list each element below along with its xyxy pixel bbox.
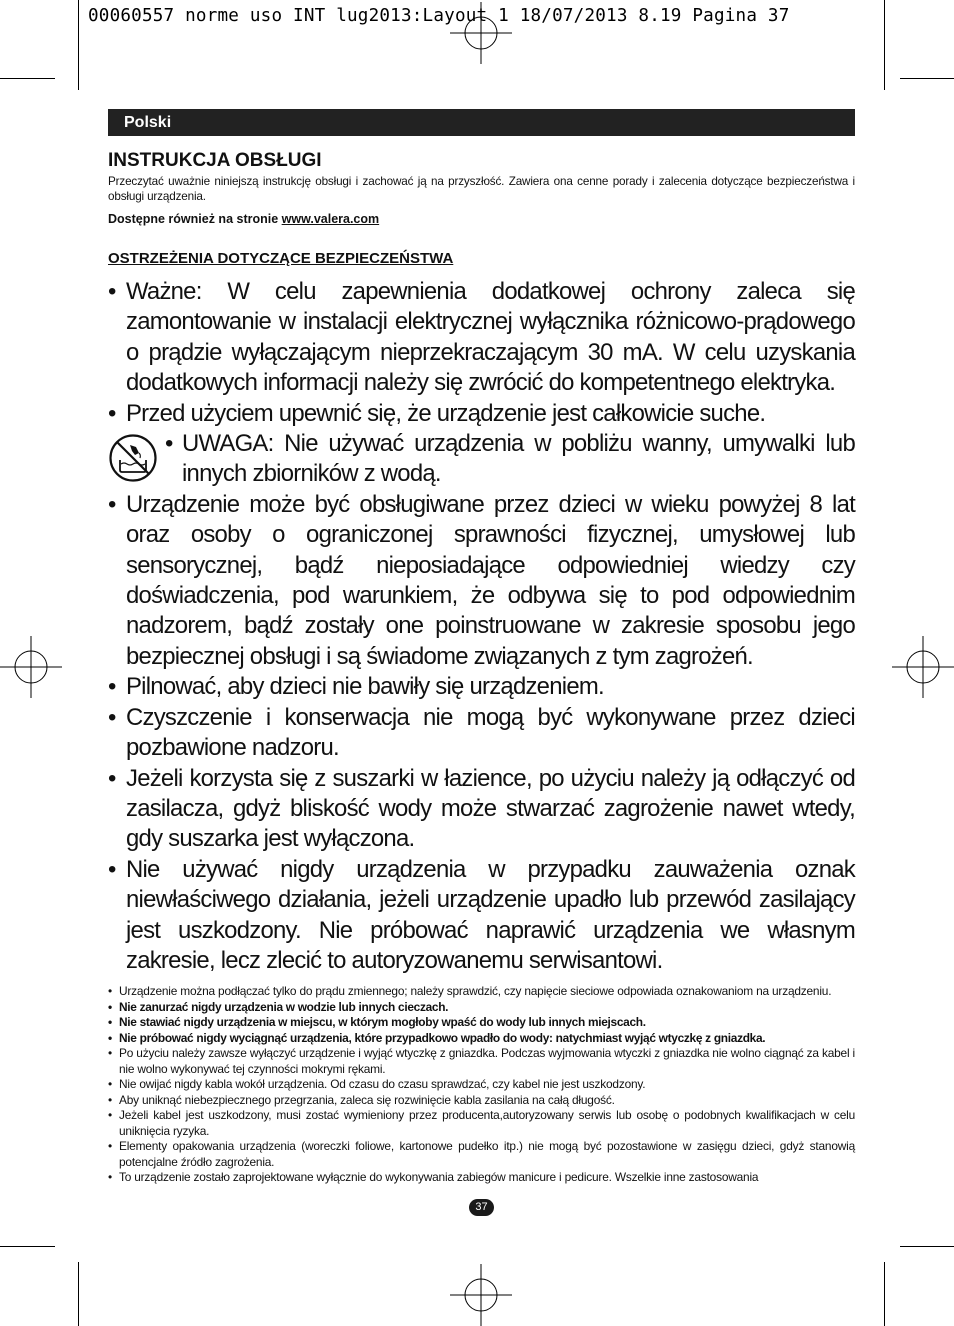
crop-mark	[884, 0, 885, 90]
list-item: • Aby uniknąć niebezpiecznego przegrzania, zaleca się rozwinięcie kabla zasilania na całą długość.	[108, 1093, 855, 1109]
page-title: INSTRUKCJA OBSŁUGI	[108, 150, 322, 171]
warning-item: • Pilnować, aby dzieci nie bawiły się urządzeniem.	[108, 672, 855, 702]
warning-item: • Czyszczenie i konserwacja nie mogą być wykonywane przez dzieci pozbawione nadzoru.	[108, 703, 855, 764]
page-number: 37	[469, 1199, 494, 1216]
list-item: • To urządzenie zostało zaprojektowane wyłącznie do wykonywania zabiegów manicure i pedicure. Wszelkie inne zastosowania	[108, 1170, 855, 1186]
warning-item: • Nie używać nigdy urządzenia w przypadku zauważenia oznak niewłaściwego działania, jeżeli urządzenie upadło lub przewód zasilający jest uszkodzony. Nie próbować naprawić urządzenia we własnym zakresie, lecz zlecić to autoryzowanemu serwisantowi.	[108, 855, 855, 977]
list-item: • Nie próbować nigdy wyciągnąć urządzenia, które przypadkowo wpadło do wody: natychmiast wyjąć wtyczkę z gniazdka.	[108, 1031, 855, 1047]
website-link[interactable]: www.valera.com	[281, 212, 380, 226]
registration-mark-icon	[450, 1264, 512, 1326]
warning-text: UWAGA: Nie używać urządzenia w pobliżu wanny, umywalki lub innych zbiorników z wodą.	[182, 430, 855, 488]
list-item: • Nie zanurzać nigdy urządzenia w wodzie lub innych cieczach.	[108, 1000, 855, 1016]
crop-mark	[0, 78, 55, 79]
crop-mark	[900, 1246, 954, 1247]
list-item: • Nie owijać nigdy kabla wokół urządzenia. Od czasu do czasu sprawdzać, czy kabel nie jest uszkodzony.	[108, 1077, 855, 1093]
crop-mark	[0, 1246, 55, 1247]
warning-item: • Ważne: W celu zapewnienia dodatkowej ochrony zaleca się zamontowanie w instalacji elektrycznej wyłącznika różnicowo-prądowego o prądzie wyłączającym nieprzekraczającym 30 mA. W celu uzyskania dodatkowych informacji należy się zwrócić do kompetentnego elektryka.	[108, 277, 855, 399]
list-item: • Elementy opakowania urządzenia (woreczki foliowe, kartonowe pudełko itp.) nie mogą być pozostawione w zasięgu dzieci, gdyż stanowią potencjalne źródło zagrożenia.	[108, 1139, 855, 1170]
intro-text: Przeczytać uważnie niniejszą instrukcję obsługi i zachować ją na przyszłość. Zawiera ona cenne porady i zalecenia dotyczące bezpieczeństwa i obsługi urządzenia.	[108, 175, 855, 203]
crop-mark	[884, 1262, 885, 1326]
safety-warnings-list	[108, 277, 855, 976]
print-slug: 00060557 norme uso INT lug2013:Layout 1 18/07/2013 8.19 Pagina 37	[88, 6, 790, 26]
list-item: • Po użyciu należy zawsze wyłączyć urządzenie i wyjąć wtyczkę z gniazdka. Podczas wyjmowania wtyczki z gniazdka nie wolno ciągnąć za kabel i nie wolno wykonywać tej czynności mokrymi rękami.	[108, 1046, 855, 1077]
available-online	[108, 211, 855, 227]
warning-item-with-icon	[108, 429, 855, 490]
page-content	[108, 148, 855, 1186]
crop-mark	[78, 0, 79, 90]
registration-mark-icon	[0, 636, 62, 698]
warning-item: • Urządzenie może być obsługiwane przez dzieci w wieku powyżej 8 lat oraz osoby o ograniczonej sprawności fizycznej, umysłowej lub sensorycznej, bądź nieposiadające odpowiedniej wiedzy czy doświadczenia, pod warunkiem, że odbywa się to pod odpowiednim nadzorem, bądź zostały one poinstruowane w zakresie sposobu jego bezpiecznej obsługi i są świadome związanych z tym zagrożeń.	[108, 490, 855, 672]
crop-mark	[78, 1262, 79, 1326]
list-item: • Jeżeli kabel jest uszkodzony, musi zostać wymieniony przez producenta,autoryzowany serwis lub osobę o podobnych kwalifikacjach w celu uniknięcia ryzyka.	[108, 1108, 855, 1139]
warnings-heading: OSTRZEŻENIA DOTYCZĄCE BEZPIECZEŃSTWA	[108, 250, 454, 267]
list-item: • Nie stawiać nigdy urządzenia w miejscu, w którym mogłoby wpaść do wody lub innych miejscach.	[108, 1015, 855, 1031]
warning-item: • Przed użyciem upewnić się, że urządzenie jest całkowicie suche.	[108, 399, 855, 429]
additional-warnings-list	[108, 984, 855, 1186]
language-label: Polski	[124, 114, 172, 131]
registration-mark-icon	[892, 636, 954, 698]
warning-item: • Jeżeli korzysta się z suszarki w łazience, po użyciu należy ją odłączyć od zasilacza, gdyż bliskość wody może stwarzać zagrożenie nawet wtedy, gdy suszarka jest wyłączona.	[108, 764, 855, 855]
no-use-near-water-icon	[108, 433, 158, 483]
list-item: • Urządzenie można podłączać tylko do prądu zmiennego; należy sprawdzić, czy napięcie sieciowe odpowiada oznakowaniom na urządzeniu.	[108, 984, 855, 1000]
language-bar	[108, 109, 855, 136]
crop-mark	[900, 78, 954, 79]
available-prefix: Dostępne również na stronie	[108, 212, 282, 226]
